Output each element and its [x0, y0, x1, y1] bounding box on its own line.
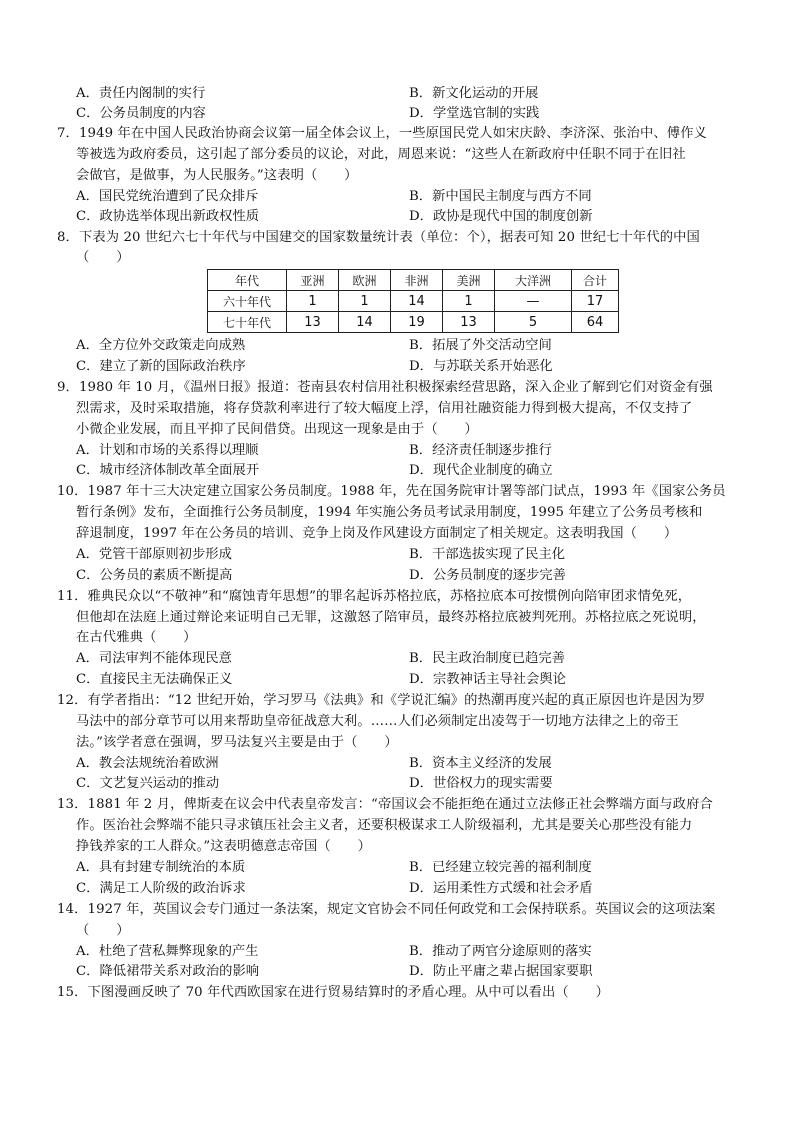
q10-option-a: A．党管干部原则初步形成 [76, 547, 232, 562]
q10-option-b: B．干部选拔实现了民主化 [409, 547, 566, 562]
q14-stem-line: （ ） [76, 923, 130, 938]
q9-option-b: B．经济责任制逐步推行 [409, 443, 552, 458]
q14-option-a: A．杜绝了营私舞弊现象的产生 [76, 944, 259, 959]
q6-option-a: A．责任内阁制的实行 [76, 86, 206, 101]
table-cell: 5 [495, 312, 572, 333]
q9-option-a: A．计划和市场的关系得以理顺 [76, 443, 259, 458]
q13-stem-line: 挣钱养家的工人群众。”这表明德意志帝国（ ） [76, 839, 371, 854]
q14-option-d: D．防止平庸之辈占据国家要职 [409, 964, 593, 979]
q7-stem-line: 7．1949 年在中国人民政治协商会议第一届全体会议上，一些原国民党人如宋庆龄、李济深、张治中、傅作义 [57, 126, 707, 141]
table-header-cell: 欧洲 [339, 270, 391, 291]
q9-option-d: D．现代企业制度的确立 [409, 463, 553, 478]
q15-stem-line: 15．下图漫画反映了 70 年代西欧国家在进行贸易结算时的矛盾心理。从中可以看出（ ） [57, 985, 609, 1000]
q13-option-a: A．具有封建专制统治的本质 [76, 860, 246, 875]
table-cell: — [495, 291, 572, 312]
q12-stem-line: 马法中的部分章节可以用来帮助皇帝征战意大利。……人们必须制定出凌驾于一切地方法律之上的帝王 [76, 714, 679, 729]
table-header-cell: 合计 [572, 270, 619, 291]
table-cell: 64 [572, 312, 619, 333]
table-cell: 1 [287, 291, 339, 312]
q6-option-b: B．新文化运动的开展 [409, 86, 539, 101]
q8-stem-line: （ ） [76, 250, 130, 265]
table-cell: 七十年代 [208, 312, 287, 333]
table-header-cell: 年代 [208, 270, 287, 291]
table-cell: 14 [339, 312, 391, 333]
q9-stem-line: 小微企业发展，而且平抑了民间借贷。出现这一现象是由于（ ） [76, 422, 478, 437]
table-cell: 13 [287, 312, 339, 333]
table-row [208, 291, 619, 312]
q13-stem-line: 13．1881 年 2 月，俾斯麦在议会中代表皇帝发言：“帝国议会不能拒绝在通过立法修正社会弊端方面与政府合 [57, 797, 713, 812]
q12-stem-line: 法。”该学者意在强调，罗马法复兴主要是由于（ ） [76, 735, 398, 750]
q10-stem-line: 辞退制度，1997 年在公务员的培训、竞争上岗及作风建设方面制定了相关规定。这表明我国（ ） [76, 526, 678, 541]
q7-option-c: C．政协选举体现出新政权性质 [76, 209, 260, 224]
q13-option-d: D．运用柔性方式缓和社会矛盾 [409, 881, 593, 896]
q13-stem-line: 作。医治社会弊端不能只寻求镇压社会主义者，还要积极谋求工人阶级福利，尤其是要关心那些没有能力 [76, 818, 693, 833]
q12-option-d: D．世俗权力的现实需要 [409, 776, 553, 791]
q8-option-d: D．与苏联关系开始恶化 [409, 359, 553, 374]
q8-option-c: C．建立了新的国际政治秩序 [76, 359, 246, 374]
q12-option-c: C．文艺复兴运动的推动 [76, 776, 220, 791]
table-cell: 13 [443, 312, 495, 333]
q9-stem-line: 烈需求，及时采取措施，将存贷款利率进行了较大幅度上浮，信用社融资能力得到极大提高，不仅支持了 [76, 401, 693, 416]
table-row [208, 312, 619, 333]
diplomacy-stats-table [207, 269, 619, 333]
table-cell: 14 [391, 291, 443, 312]
q14-stem-line: 14．1927 年，英国议会专门通过一条法案，规定文官协会不同任何政党和工会保持联系。英国议会的这项法案 [57, 902, 716, 917]
q8-option-b: B．拓展了外交活动空间 [409, 338, 552, 353]
q11-stem-line: 在古代雅典（ ） [76, 630, 197, 645]
q14-option-b: B．推动了两官分途原则的落实 [409, 944, 592, 959]
q7-option-b: B．新中国民主制度与西方不同 [409, 189, 592, 204]
q6-option-c: C．公务员制度的内容 [76, 106, 206, 121]
table-header-cell: 大洋洲 [495, 270, 572, 291]
q13-option-c: C．满足工人阶级的政治诉求 [76, 881, 246, 896]
table-header-cell: 美洲 [443, 270, 495, 291]
q7-option-d: D．政协是现代中国的制度创新 [409, 209, 593, 224]
table-cell: 19 [391, 312, 443, 333]
q8-option-a: A．全方位外交政策走向成熟 [76, 338, 246, 353]
q7-stem-line: 等被选为政府委员，这引起了部分委员的议论，对此，周恩来说：“这些人在新政府中任职不同于在旧社 [76, 147, 686, 162]
q10-option-c: C．公务员的素质不断提高 [76, 568, 233, 583]
q14-option-c: C．降低裙带关系对政治的影响 [76, 964, 260, 979]
q7-stem-line: 会做官，是做事，为人民服务。”这表明（ ） [76, 168, 358, 183]
q6-option-d: D．学堂选官制的实践 [409, 106, 540, 121]
q7-option-a: A．国民党统治遭到了民众排斥 [76, 189, 259, 204]
table-header-cell: 非洲 [391, 270, 443, 291]
table-cell: 1 [339, 291, 391, 312]
q10-stem-line: 10．1987 年十三大决定建立国家公务员制度。1988 年，先在国务院审计署等部门试点，1993 年《国家公务员 [57, 484, 726, 499]
table-header-row [208, 270, 619, 291]
q11-option-d: D．宗教神话主导社会舆论 [409, 672, 566, 687]
q11-stem-line: 11．雅典民众以“不敬神”和“腐蚀青年思想”的罪名起诉苏格拉底，苏格拉底本可按惯例向陪审团求情免死， [57, 589, 692, 604]
table-header-cell: 亚洲 [287, 270, 339, 291]
q11-stem-line: 但他却在法庭上通过辩论来证明自己无罪，这激怒了陪审员，最终苏格拉底被判死刑。苏格拉底之死说明， [76, 610, 706, 625]
q12-option-b: B．资本主义经济的发展 [409, 756, 552, 771]
q10-option-d: D．公务员制度的逐步完善 [409, 568, 566, 583]
q11-option-b: B．民主政治制度已趋完善 [409, 651, 566, 666]
q11-option-a: A．司法审判不能体现民意 [76, 651, 232, 666]
q11-option-c: C．直接民主无法确保正义 [76, 672, 233, 687]
table-cell: 六十年代 [208, 291, 287, 312]
q9-stem-line: 9．1980 年 10 月，《温州日报》报道：苍南县农村信用社积极探索经营思路，深入企业了解到它们对资金有强 [57, 380, 713, 395]
q13-option-b: B．已经建立较完善的福利制度 [409, 860, 592, 875]
table-cell: 17 [572, 291, 619, 312]
table-cell: 1 [443, 291, 495, 312]
q9-option-c: C．城市经济体制改革全面展开 [76, 463, 260, 478]
q12-option-a: A．教会法规统治着欧洲 [76, 756, 219, 771]
q8-stem-line: 8．下表为 20 世纪六七十年代与中国建交的国家数量统计表（单位：个），据表可知 20 世纪七十年代的中国 [57, 230, 700, 245]
q10-stem-line: 暂行条例》发布，全面推行公务员制度，1994 年实施公务员考试录用制度，1995 年建立了公务员考核和 [76, 505, 703, 520]
q12-stem-line: 12．有学者指出：“12 世纪开始，学习罗马《法典》和《学说汇编》的热潮再度兴起的真正原因也许是因为罗 [57, 693, 706, 708]
